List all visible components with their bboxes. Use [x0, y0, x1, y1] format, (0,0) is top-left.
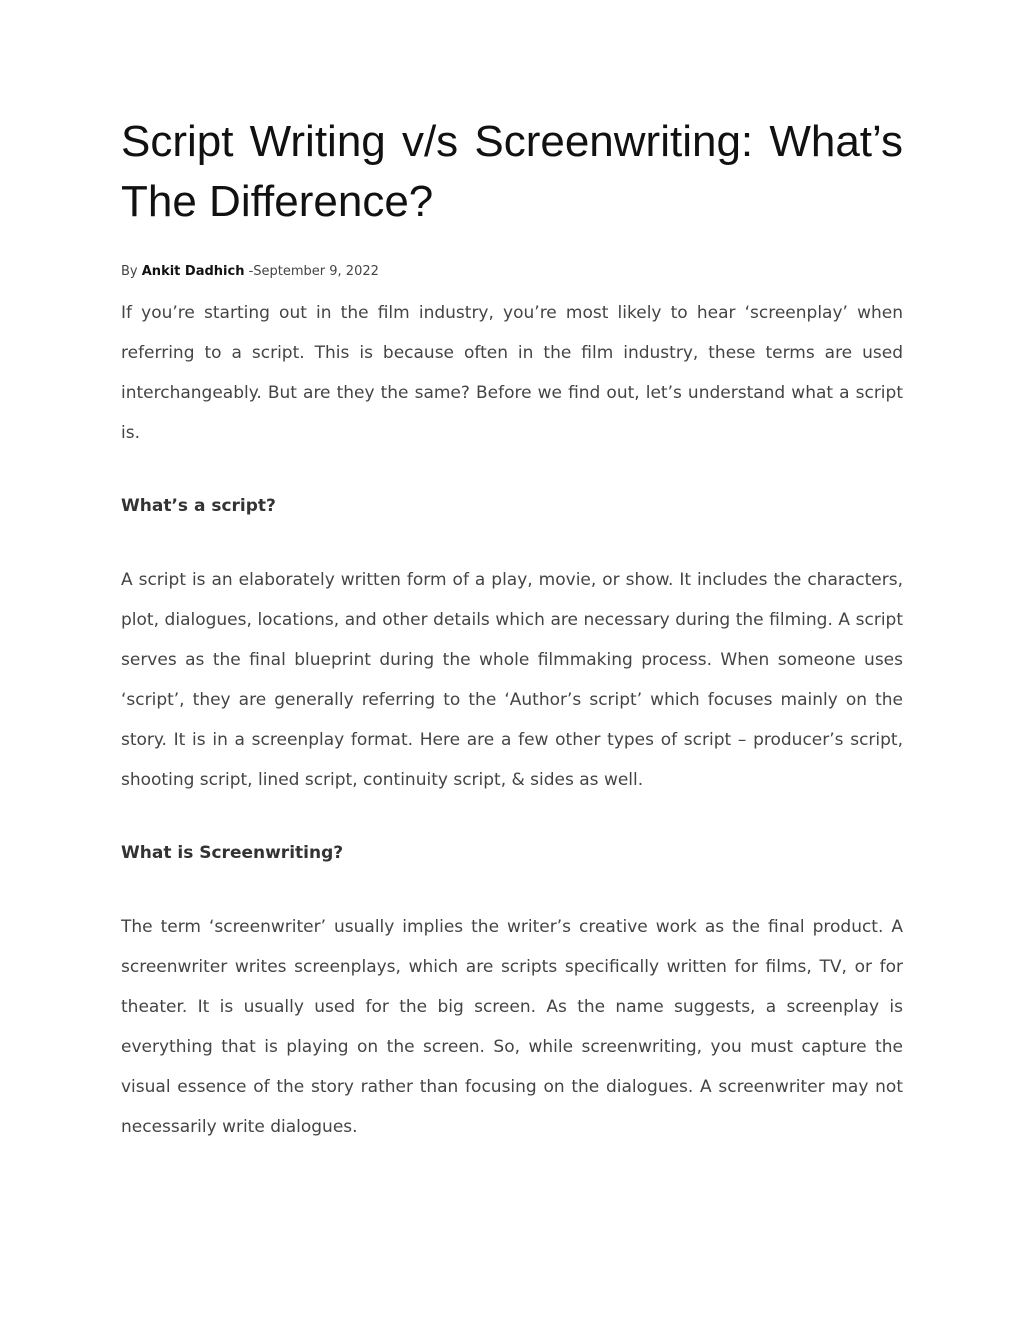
- section-body-script: A script is an elaborately written form of a play, movie, or show. It includes the characters, plot, dialogues, locations, and other details which are necessary during the filming. A script serves as the final blueprint during the whole filmmaking process. When someone uses ‘script’, they are generally referring to the ‘Author’s script’ which focuses mainly on the story. It is in a screenplay format. Here are a few other types of script – producer’s script, shooting script, lined script, continuity script, & sides as well.: [121, 570, 903, 790]
- section-heading-screenwriting: What is Screenwriting?: [121, 843, 344, 863]
- byline-prefix: By: [121, 264, 142, 279]
- section-body-screenwriting: The term ‘screenwriter’ usually implies the writer’s creative work as the final product. A screenwriter writes screenplays, which are scripts specifically written for films, TV, or for theater. It is usually used for the big screen. As the name suggests, a screenplay is everything that is playing on the screen. So, while screenwriting, you must capture the visual essence of the story rather than focusing on the dialogues. A screenwriter may not necessarily write dialogues.: [121, 917, 903, 1137]
- article: [121, 112, 903, 1147]
- publish-date: -September 9, 2022: [244, 264, 379, 279]
- article-title: Script Writing v/s Screenwriting: What’s The Difference?: [121, 117, 903, 226]
- author-name[interactable]: Ankit Dadhich: [141, 264, 245, 279]
- section-heading-script: What’s a script?: [121, 496, 276, 516]
- byline: [121, 262, 903, 282]
- intro-paragraph: If you’re starting out in the film industry, you’re most likely to hear ‘screenplay’ when referring to a script. This is because often in the film industry, these terms are used interchangeably. But are they the same? Before we find out, let’s understand what a script is.: [121, 303, 903, 443]
